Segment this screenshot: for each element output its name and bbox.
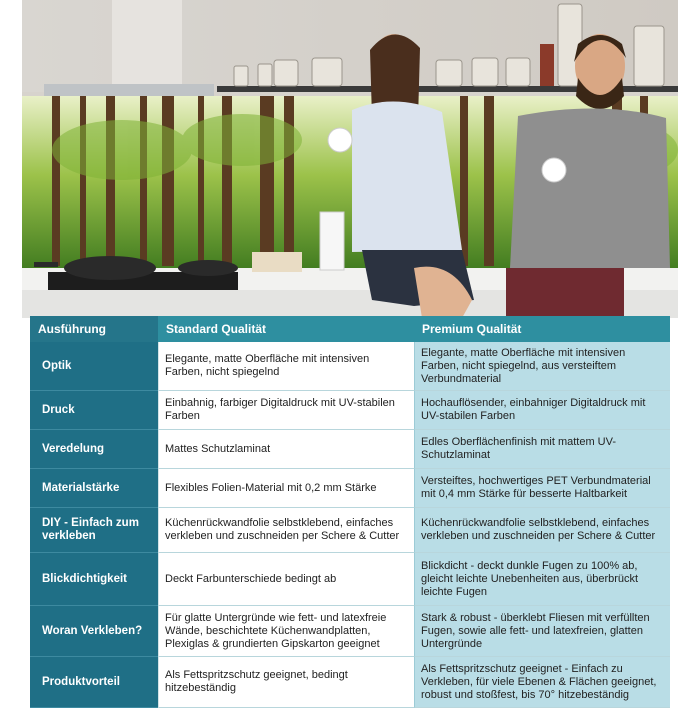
- header-premium: Premium Qualität: [414, 316, 670, 342]
- row-feature: Materialstärke: [30, 469, 158, 508]
- row-standard: Deckt Farbunterschiede bedingt ab: [158, 553, 414, 606]
- wok: [64, 256, 156, 280]
- row-premium: Stark & robust - überklebt Fliesen mit verfüllten Fugen, sowie alle fett- und latexfreien, glatten Untergründe: [414, 606, 670, 657]
- row-premium: Küchenrückwandfolie selbstklebend, einfaches verkleben und zuschneiden per Schere & Cutter: [414, 508, 670, 553]
- row-standard: Für glatte Untergründe wie fett- und latexfreie Wände, beschichtete Küchenwandplatten, Plexiglas & grundierten Gipskarton geeignet: [158, 606, 414, 657]
- row-standard: Elegante, matte Oberfläche mit intensiven Farben, nicht spiegelnd: [158, 342, 414, 391]
- row-standard: Küchenrückwandfolie selbstklebend, einfaches verkleben und zuschneiden per Schere & Cutter: [158, 508, 414, 553]
- row-premium: Elegante, matte Oberfläche mit intensiven Farben, nicht spiegelnd, aus versteiftem Verbundmaterial: [414, 342, 670, 391]
- table-row: [30, 342, 670, 391]
- row-feature: Produktvorteil: [30, 657, 158, 708]
- row-feature: Veredelung: [30, 430, 158, 469]
- product-photo: [22, 0, 678, 318]
- table-row: [30, 469, 670, 508]
- table-row: [30, 657, 670, 708]
- row-standard: Flexibles Folien-Material mit 0,2 mm Stärke: [158, 469, 414, 508]
- header-feature: Ausführung: [30, 316, 158, 342]
- table-row: [30, 430, 670, 469]
- pan: [178, 260, 238, 276]
- range-hood: [44, 84, 214, 96]
- paper-towel: [320, 212, 344, 270]
- row-premium: Blickdicht - deckt dunkle Fugen zu 100% ab, gleicht leichte Unebenheiten aus, überbrückt leichte Fugen: [414, 553, 670, 606]
- header-standard: Standard Qualität: [158, 316, 414, 342]
- row-feature: Druck: [30, 391, 158, 430]
- table-header-row: [30, 316, 670, 342]
- row-standard: Mattes Schutzlaminat: [158, 430, 414, 469]
- row-feature: DIY - Einfach zum verkleben: [30, 508, 158, 553]
- comparison-table: [30, 316, 670, 708]
- row-feature: Woran Verkleben?: [30, 606, 158, 657]
- row-feature: Blickdichtigkeit: [30, 553, 158, 606]
- row-premium: Als Fettspritzschutz geeignet - Einfach zu Verkleben, für viele Ebenen & Flächen geeignet, robust und stoßfest, bis 70° hitzebeständig: [414, 657, 670, 708]
- row-premium: Edles Oberflächenfinish mit mattem UV-Schutzlaminat: [414, 430, 670, 469]
- table-row: [30, 508, 670, 553]
- row-premium: Hochauflösender, einbahniger Digitaldruck mit UV-stabilen Farben: [414, 391, 670, 430]
- row-feature: Optik: [30, 342, 158, 391]
- row-premium: Versteiftes, hochwertiges PET Verbundmaterial mit 0,4 mm Stärke für besserte Haltbarkeit: [414, 469, 670, 508]
- kitchen-scene-illustration: [22, 0, 678, 318]
- egg-carton: [252, 252, 302, 272]
- table-row: [30, 391, 670, 430]
- table-row: [30, 553, 670, 606]
- row-standard: Einbahnig, farbiger Digitaldruck mit UV-stabilen Farben: [158, 391, 414, 430]
- table-row: [30, 606, 670, 657]
- row-standard: Als Fettspritzschutz geeignet, bedingt hitzebeständig: [158, 657, 414, 708]
